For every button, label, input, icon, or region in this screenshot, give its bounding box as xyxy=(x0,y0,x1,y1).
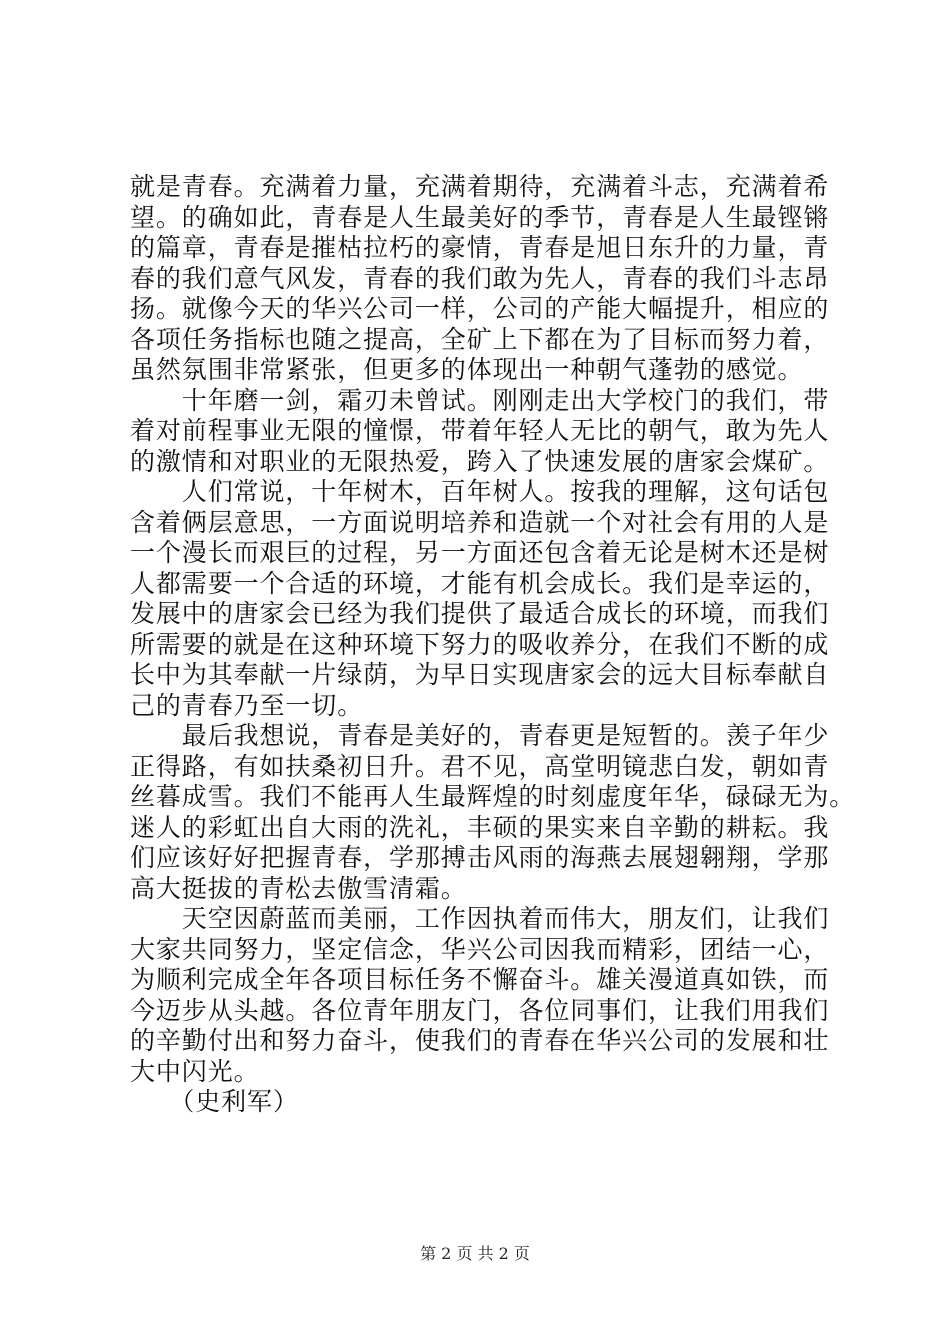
text-line: 人都需要一个合适的环境，才能有机会成长。我们是幸运的， xyxy=(130,568,830,598)
text-line: 最后我想说，青春是美好的，青春更是短暂的。羡子年少 xyxy=(130,721,830,750)
text-line: 的篇章，青春是摧枯拉朽的豪情，青春是旭日东升的力量，青 xyxy=(130,233,830,262)
text-line: 己的青春乃至一切。 xyxy=(130,690,364,720)
text-line: 天空因蔚蓝而美丽，工作因执着而伟大，朋友们，让我们 xyxy=(130,904,830,933)
text-line: 虽然氛围非常紧张，但更多的体现出一种朝气蓬勃的感觉。 xyxy=(130,355,804,384)
text-line: 十年磨一剑，霜刃未曾试。刚刚走出大学校门的我们，带 xyxy=(130,385,830,415)
text-line: 含着俩层意思，一方面说明培养和造就一个对社会有用的人是 xyxy=(130,507,830,537)
text-line: 今迈步从头越。各位青年朋友门，各位同事们，让我们用我们 xyxy=(130,995,830,1025)
text-line: 丝暮成雪。我们不能再人生最辉煌的时刻虚度年华，碌碌无为。 xyxy=(130,782,856,811)
document-body xyxy=(130,172,856,1118)
text-line: 为顺利完成全年各项目标任务不懈奋斗。雄关漫道真如铁，而 xyxy=(130,965,830,994)
text-line: 人们常说，十年树木，百年树人。按我的理解，这句话包 xyxy=(130,477,830,506)
text-line: 们应该好好把握青春，学那搏击风雨的海燕去展翅翱翔，学那 xyxy=(130,843,830,872)
text-line: 一个漫长而艰巨的过程，另一方面还包含着无论是树木还是树 xyxy=(130,538,830,567)
text-line: 扬。就像今天的华兴公司一样，公司的产能大幅提升，相应的 xyxy=(130,294,830,323)
text-line: 的辛勤付出和努力奋斗，使我们的青春在华兴公司的发展和壮 xyxy=(130,1026,830,1055)
text-line: 所需要的就是在这种环境下努力的吸收养分，在我们不断的成 xyxy=(130,629,830,659)
text-line: 大中闪光。 xyxy=(130,1056,260,1086)
text-line: 高大挺拔的青松去傲雪清霜。 xyxy=(130,873,467,903)
text-line: 春的我们意气风发，青春的我们敢为先人，青春的我们斗志昂 xyxy=(130,263,830,293)
text-line: 各项任务指标也随之提高，全矿上下都在为了目标而努力着， xyxy=(130,324,830,354)
text-line: 就是青春。充满着力量，充满着期待，充满着斗志，充满着希 xyxy=(130,172,830,201)
text-line: 发展中的唐家会已经为我们提供了最适合成长的环境，而我们 xyxy=(130,599,830,628)
text-line: 迷人的彩虹出自大雨的洗礼，丰硕的果实来自辛勤的耕耘。我 xyxy=(130,812,830,842)
text-line: 望。的确如此，青春是人生最美好的季节，青春是人生最铿锵 xyxy=(130,202,830,232)
text-line: 大家共同努力，坚定信念，华兴公司因我而精彩，团结一心， xyxy=(130,934,830,964)
text-line: 正得路，有如扶桑初日升。君不见，高堂明镜悲白发，朝如青 xyxy=(130,751,830,781)
text-line: （史利军） xyxy=(130,1087,299,1116)
text-line: 长中为其奉献一片绿荫，为早日实现唐家会的远大目标奉献自 xyxy=(130,660,830,689)
page-footer: 第 2 页 共 2 页 xyxy=(420,1244,530,1263)
text-line: 的激情和对职业的无限热爱，跨入了快速发展的唐家会煤矿。 xyxy=(130,446,830,476)
text-line: 着对前程事业无限的憧憬，带着年轻人无比的朝气，敢为先人 xyxy=(130,416,830,445)
